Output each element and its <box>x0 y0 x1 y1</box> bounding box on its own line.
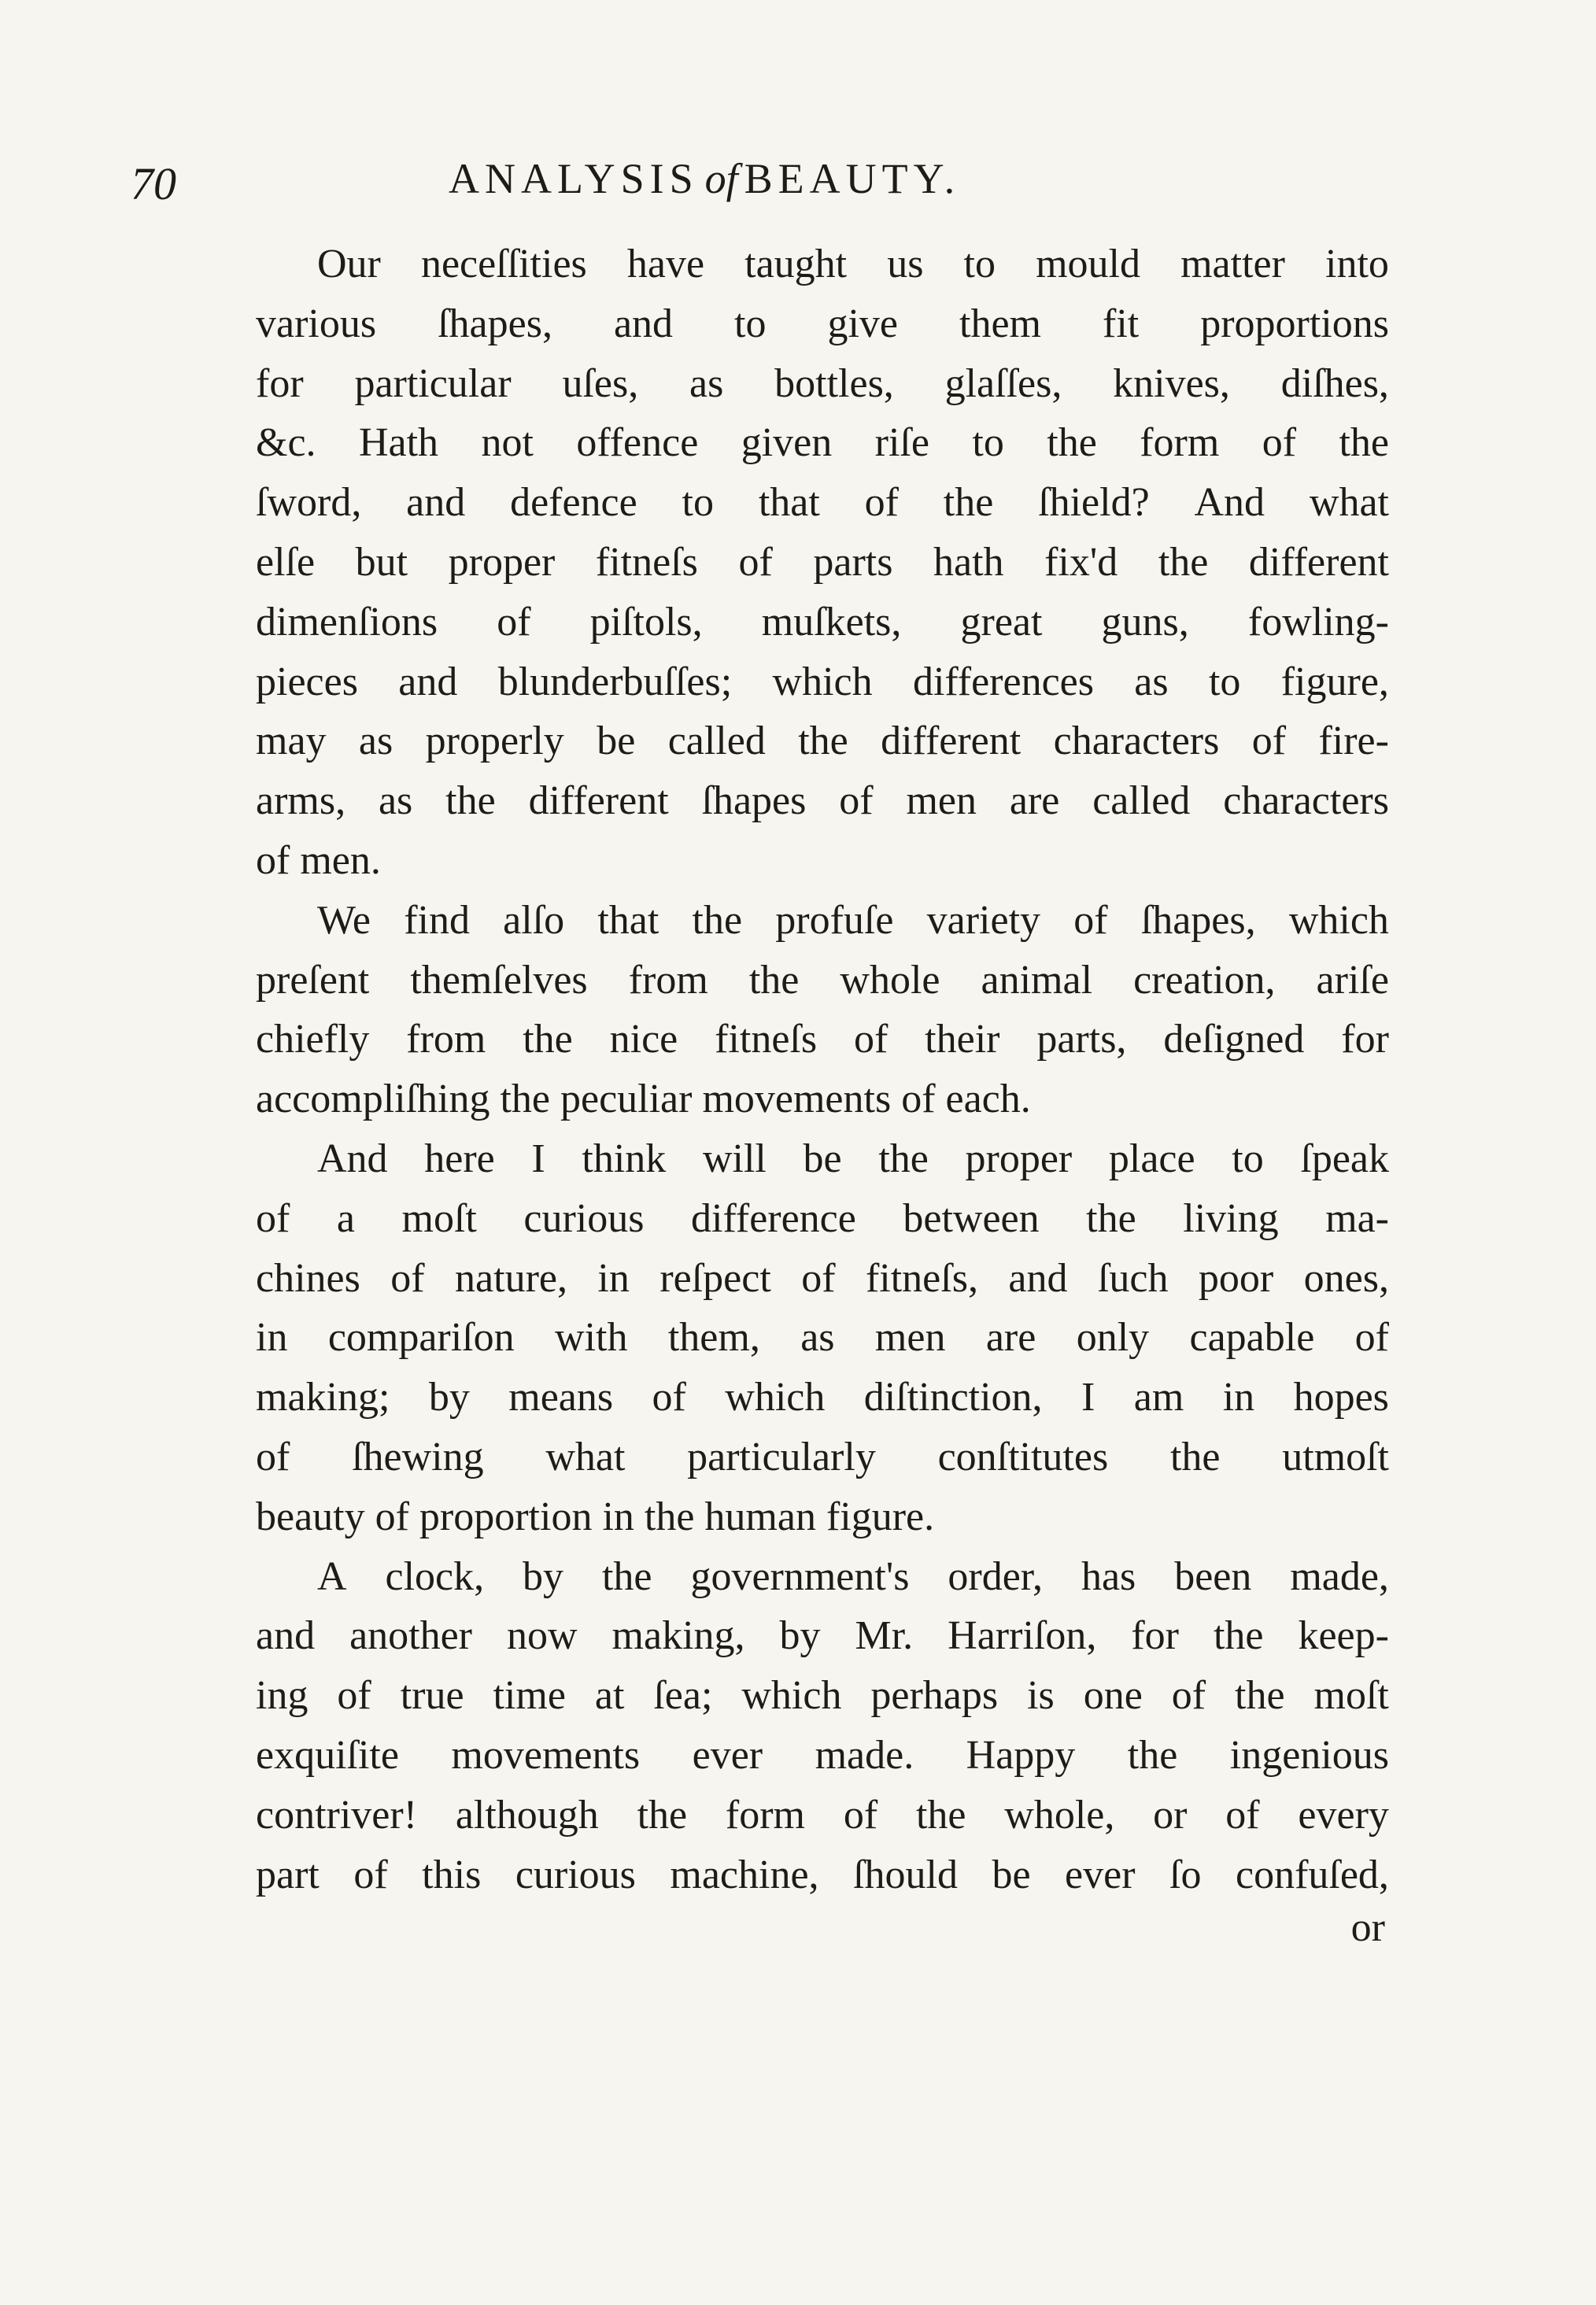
text-line: Our neceſſities have taught us to mould matter into <box>317 242 1389 286</box>
text-line: and another now making, by Mr. Harriſon, for the keep- <box>256 1613 1389 1659</box>
running-head <box>0 154 1596 217</box>
text-line: exquiſite movements ever made. Happy the ingenious <box>256 1732 1389 1778</box>
text-line: ing of true time at ſea; which perhaps is one of the moſt <box>256 1673 1389 1719</box>
title-of: of <box>704 155 738 202</box>
text-line: contriver! although the form of the whole, or of every <box>256 1792 1389 1838</box>
text-line: ſword, and defence to that of the ſhield? And what <box>256 480 1389 526</box>
text-line: And here I think will be the proper place to ſpeak <box>317 1136 1389 1181</box>
title-analysis: ANALYSIS <box>449 155 699 202</box>
text-line: of men. <box>256 837 381 883</box>
text-line: in compariſon with them, as men are only capable of <box>256 1315 1389 1361</box>
text-line: part of this curious machine, ſhould be ever ſo confuſed, <box>256 1852 1389 1897</box>
page-number: 70 <box>131 158 176 209</box>
text-line: arms, as the different ſhapes of men are called characters <box>256 778 1389 824</box>
catchword: or <box>1350 1905 1385 1950</box>
title-beauty: BEAUTY. <box>744 155 961 202</box>
text-line: for particular uſes, as bottles, glaſſes, knives, diſhes, <box>256 360 1389 406</box>
text-line: making; by means of which diſtinction, I am in hopes <box>256 1375 1389 1420</box>
body-text <box>256 235 1389 1904</box>
text-line: elſe but proper fitneſs of parts hath fix'd the different <box>256 539 1389 585</box>
text-line: may as properly be called the different characters of fire- <box>256 718 1389 764</box>
text-line: accompliſhing the peculiar movements of each. <box>256 1077 1031 1122</box>
text-line: chiefly from the nice fitneſs of their parts, deſigned for <box>256 1017 1389 1062</box>
text-line: pieces and blunderbuſſes; which differences as to figure, <box>256 659 1389 704</box>
text-line: dimenſions of piſtols, muſkets, great guns, fowling- <box>256 599 1389 645</box>
text-line: of a moſt curious difference between the living ma- <box>256 1195 1389 1241</box>
text-line: &c. Hath not offence given riſe to the form of the <box>256 420 1389 466</box>
text-line: of ſhewing what particularly conſtitutes the utmoſt <box>256 1434 1389 1479</box>
text-line: beauty of proportion in the human figure. <box>256 1494 935 1539</box>
text-line: We find alſo that the profuſe variety of ſhapes, which <box>317 897 1389 943</box>
running-title <box>449 154 960 203</box>
text-line: various ſhapes, and to give them fit proportions <box>256 301 1389 346</box>
text-line: chines of nature, in reſpect of fitneſs, and ſuch poor ones, <box>256 1255 1389 1301</box>
text-line: A clock, by the government's order, has been made, <box>317 1553 1389 1599</box>
text-line: preſent themſelves from the whole animal creation, ariſe <box>256 957 1389 1003</box>
